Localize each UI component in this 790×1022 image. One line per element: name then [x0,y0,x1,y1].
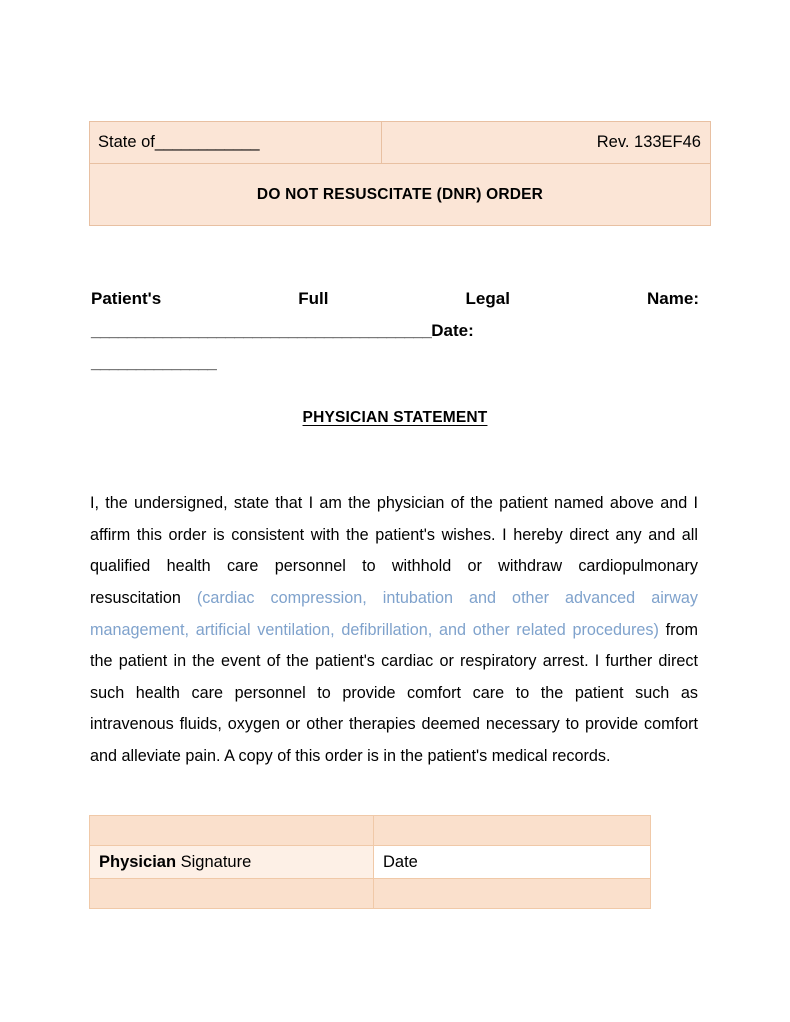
signature-date-label-cell[interactable] [374,846,651,879]
statement-part-1: I, the undersigned, state that I am the physician of the patient named above and I affirm this order is consistent with the patient's wishes. I hereby direct any and all qualified health care personnel to withhold or withdraw cardiopulmonary resuscitation [90,494,698,607]
physician-signature-label-rest: Signature [176,852,252,871]
header-table-row-title [90,164,711,226]
patient-date-blank-line [91,347,699,379]
signature-table-row-top [90,816,651,846]
document-title-cell [90,164,711,226]
patient-name-blank[interactable]: ______________________________________ [91,321,432,340]
revision-cell [382,122,711,164]
state-of-blank: ____________ [154,133,259,151]
patient-name-blank-line [91,315,699,347]
header-table [89,121,711,226]
physician-statement-paragraph [90,488,698,772]
state-of-label: State of [98,133,155,151]
signature-table-row-bottom [90,879,651,909]
statement-part-2: from the patient in the event of the patient's cardiac or respiratory arrest. I further direct such health care personnel to provide comfort care to the patient such as intravenous fluids, oxygen or other therapies deemed necessary to provide comfort and alleviate pain. A copy of this order is in the patient's medical records. [90,620,698,765]
revision-label: Rev. 133EF46 [596,133,701,151]
physician-signature-label-cell [90,846,374,879]
patient-fields-block [91,283,699,379]
patient-name-line [91,283,699,315]
statement-highlighted-clause: (cardiac compression, intubation and other advanced airway management, artificial ventilation, defibrillation, and other related procedures) [90,588,698,639]
patient-date-label: Date: [431,321,474,340]
signature-blank-cell-top-right[interactable] [374,816,651,846]
signature-blank-cell-top-left[interactable] [90,816,374,846]
patient-name-label: Patient's Full Legal Name: [91,289,699,308]
signature-blank-cell-bottom-left[interactable] [90,879,374,909]
state-of-cell[interactable] [90,122,382,164]
document-title: DO NOT RESUSCITATE (DNR) ORDER [256,185,544,203]
signature-table-row-labels [90,846,651,879]
section-heading-label: PHYSICIAN STATEMENT [302,409,488,426]
signature-date-label: Date [383,852,418,871]
section-heading-physician-statement [0,409,790,427]
header-table-row-state [90,122,711,164]
signature-table [89,815,651,909]
physician-signature-label-bold: Physician [99,852,177,871]
signature-blank-cell-bottom-right[interactable] [374,879,651,909]
patient-date-blank[interactable]: ______________ [91,353,217,372]
